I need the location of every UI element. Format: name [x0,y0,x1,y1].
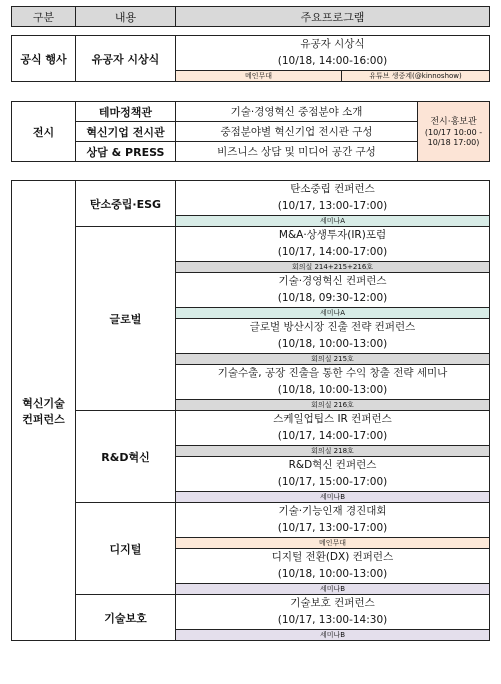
official-event-table [11,35,490,82]
conference-category-line1: 혁신기술 [22,396,65,410]
event-title: 기술보호 컨퍼런스 [176,595,490,613]
event-location: 세미나B [176,492,490,503]
event-time: (10/18, 09:30-12:00) [176,290,490,308]
exhibition-row-name: 혁신기업 전시관 [76,122,176,142]
exhibition-side-time2: 10/18 17:00) [427,137,480,147]
event-location: 세미나A [176,308,490,319]
event-location: 회의실 215호 [176,354,490,365]
event-title: 글로벌 방산시장 진출 전략 컨퍼런스 [176,319,490,337]
event-time: (10/17, 13:00-14:30) [176,612,490,630]
event-title: 탄소중립 컨퍼런스 [176,181,490,199]
event-title: 스케일업팁스 IR 컨퍼런스 [176,411,490,429]
event-time: (10/18, 10:00-13:00) [176,382,490,400]
conference-category-line2: 컨퍼런스 [22,412,65,426]
exhibition-side-box [418,102,490,162]
event-title: R&D혁신 컨퍼런스 [176,457,490,475]
group-name: 탄소중립·ESG [76,181,176,227]
event-location: 세미나B [176,630,490,641]
exhibition-row-name: 테마정책관 [76,102,176,122]
official-event-time: (10/18, 14:00-16:00) [176,53,490,71]
event-time: (10/17, 13:00-17:00) [176,520,490,538]
group-name: 디지털 [76,503,176,595]
header-table [11,6,490,27]
official-loc-main-stage: 메인무대 [176,71,342,82]
group-name: 기술보호 [76,595,176,641]
event-title: 디지털 전환(DX) 컨퍼런스 [176,549,490,567]
header-category: 구분 [12,7,76,27]
exhibition-side-title: 전시·홍보관 [430,116,477,127]
event-title: M&A·상생투자(IR)포럼 [176,227,490,245]
exhibition-row-desc: 비즈니스 상담 및 미디어 공간 구성 [176,142,418,162]
event-time: (10/17, 14:00-17:00) [176,428,490,446]
group-name: 글로벌 [76,227,176,411]
event-location: 회의실 216호 [176,400,490,411]
event-time: (10/17, 15:00-17:00) [176,474,490,492]
conference-category [12,181,76,641]
exhibition-row-desc: 기술·경영혁신 중점분야 소개 [176,102,418,122]
header-programs: 주요프로그램 [176,7,490,27]
event-location: 세미나A [176,216,490,227]
group-name: R&D혁신 [76,411,176,503]
exhibition-row-name: 상담 & PRESS [76,142,176,162]
event-location: 회의실 214+215+216호 [176,262,490,273]
exhibition-category: 전시 [12,102,76,162]
event-location: 메인무대 [176,538,490,549]
event-title: 기술·기능인재 경진대회 [176,503,490,521]
event-time: (10/18, 10:00-13:00) [176,566,490,584]
official-loc-youtube: 유튜브 생중계(@kinnoshow) [342,71,490,82]
event-time: (10/17, 13:00-17:00) [176,198,490,216]
official-event-title: 유공자 시상식 [176,36,490,54]
event-time: (10/17, 14:00-17:00) [176,244,490,262]
exhibition-table [11,101,490,162]
header-content: 내용 [76,7,176,27]
exhibition-side-time1: (10/17 10:00 - [424,127,483,137]
conference-table [11,180,490,641]
official-category: 공식 행사 [12,36,76,82]
exhibition-row-desc: 중점분야별 혁신기업 전시관 구성 [176,122,418,142]
event-location: 회의실 218호 [176,446,490,457]
event-title: 기술수출, 공장 진출을 통한 수익 창출 전략 세미나 [176,365,490,383]
event-location: 세미나B [176,584,490,595]
event-time: (10/18, 10:00-13:00) [176,336,490,354]
official-name: 유공자 시상식 [76,36,176,82]
event-title: 기술·경영혁신 컨퍼런스 [176,273,490,291]
